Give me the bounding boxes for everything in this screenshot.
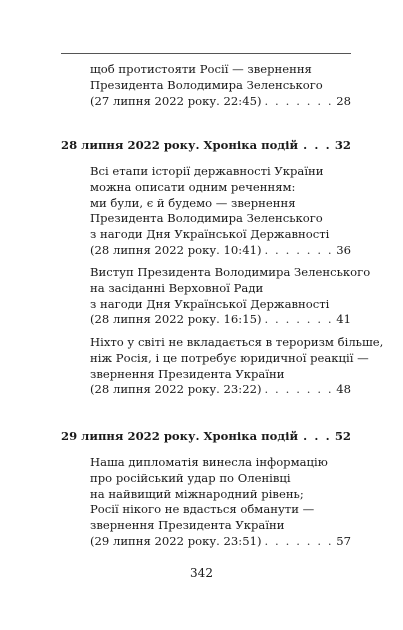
toc-entry-line: з нагоди Дня Української Державності — [90, 296, 330, 311]
section-heading-title: 29 липня 2022 року. Хроніка подій — [61, 429, 299, 443]
toc-entry-line: Президента Володимира Зеленського — [90, 77, 323, 92]
leader-dots — [264, 243, 333, 259]
leader-dots — [303, 138, 332, 154]
page-number: 342 — [190, 566, 213, 580]
toc-entry-date: (28 липня 2022 року. 23:22) — [90, 382, 262, 397]
toc-entry-line: на найвищий міжнародний рівень; — [90, 486, 304, 501]
toc-entry-last-line — [90, 382, 351, 398]
toc-entry-date: (28 липня 2022 року. 10:41) — [90, 242, 262, 257]
toc-entry[interactable] — [90, 455, 351, 550]
toc-entry-line: про російський удар по Оленівці — [90, 470, 291, 485]
toc-entry-line: Президента Володимира Зеленського — [90, 211, 323, 226]
section-heading-page: 32 — [334, 138, 351, 152]
toc-entry-line: щоб протистояти Росії — звернення — [90, 62, 312, 76]
toc-entry-date: (28 липня 2022 року. 16:15) — [90, 312, 262, 327]
toc-entry-line: ніж Росія, і це потребує юридичної реакції — — [90, 350, 369, 365]
toc-entry-date: (29 липня 2022 року. 23:51) — [90, 533, 262, 548]
toc-entry-line: Росії нікого не вдасться обманути — — [90, 502, 315, 517]
toc-entry-page: 48 — [336, 382, 351, 397]
top-rule — [61, 53, 351, 54]
toc-entry[interactable] — [90, 164, 351, 259]
toc-entry-last-line — [90, 94, 351, 110]
toc-entry[interactable] — [90, 62, 351, 109]
section-heading-page: 52 — [334, 429, 351, 443]
toc-entry-last-line — [90, 534, 351, 550]
toc-entry-line: Ніхто у світі не вкладається в тероризм більше, — [90, 335, 384, 349]
section-heading-title: 28 липня 2022 року. Хроніка подій — [61, 138, 299, 152]
leader-dots — [264, 312, 333, 328]
toc-entry-last-line — [90, 312, 351, 328]
toc-entry[interactable] — [90, 335, 384, 398]
leader-dots — [303, 429, 332, 445]
leader-dots — [264, 534, 333, 550]
toc-entry-line: Всі етапи історії державності України — [90, 164, 324, 178]
toc-entry-last-line — [90, 243, 351, 259]
toc-entry-page: 36 — [336, 242, 351, 257]
toc-entry-page: 28 — [336, 93, 351, 108]
toc-entry-line: можна описати одним реченням: — [90, 179, 296, 194]
toc-entry-page: 57 — [336, 533, 351, 548]
toc-entry-date: (27 липня 2022 року. 22:45) — [90, 93, 262, 108]
toc-entry-line: звернення Президента України — [90, 518, 285, 533]
leader-dots — [264, 382, 333, 398]
toc-entry-line: звернення Президента України — [90, 366, 285, 381]
toc-entry-line: Наша дипломатія винесла інформацію — [90, 455, 328, 469]
toc-entry[interactable] — [90, 265, 371, 328]
toc-section-heading[interactable] — [61, 138, 351, 154]
toc-entry-page: 41 — [336, 312, 351, 327]
toc-entry-line: Виступ Президента Володимира Зеленського — [90, 265, 371, 279]
toc-entry-line: з нагоди Дня Української Державності — [90, 227, 330, 242]
toc-entry-line: на засіданні Верховної Ради — [90, 280, 264, 295]
toc-entry-line: ми були, є й будемо — звернення — [90, 195, 296, 210]
leader-dots — [264, 94, 333, 110]
toc-section-heading[interactable] — [61, 429, 351, 445]
